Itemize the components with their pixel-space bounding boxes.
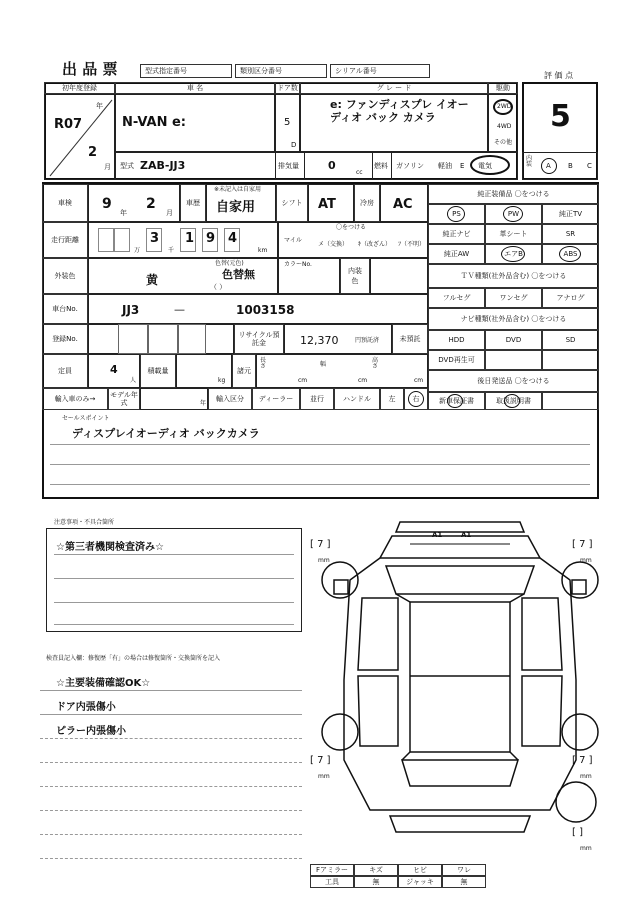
mileage-digit-box-2 <box>114 228 130 252</box>
handle-right: 右 <box>404 388 428 410</box>
bottom-h4: ワレ <box>442 864 486 876</box>
inspector-rule-8 <box>40 858 302 859</box>
inspector-rule-6 <box>40 810 302 811</box>
navi-title: ナビ種類(社外品含む) 〇をつける <box>428 308 599 330</box>
interior-label: 内装 <box>526 155 533 168</box>
color-change-value: 色替無 <box>222 268 255 281</box>
interior-a: A <box>546 162 551 170</box>
model-value: ZAB-JJ3 <box>140 159 186 172</box>
color-label-cell: 外装色 <box>42 258 88 294</box>
tread-rl-mm: mm <box>318 773 330 780</box>
sales-label: セールスポイント <box>62 415 110 422</box>
cc-unit: cc <box>356 169 363 176</box>
tv-analog: アナログ <box>542 288 599 308</box>
vin-label-cell: 車台No. <box>42 294 88 324</box>
fuel-e: E <box>460 162 465 170</box>
mileage-unit: km <box>258 247 268 254</box>
size-hgt-cm: cm <box>414 377 424 384</box>
shift-label-cell: シフト <box>276 184 308 222</box>
capacity-value: 4 <box>110 363 118 376</box>
fuel-gas: ガソリン <box>396 162 424 170</box>
doors-value: 5 <box>284 117 291 128</box>
import-label-cell: 輸入車のみ→ <box>42 388 108 410</box>
vin-prefix: JJ3 <box>122 303 140 317</box>
tread-rr-mm: mm <box>580 773 592 780</box>
equip-ps: PS <box>428 204 485 224</box>
tread-spare-bracket: [ ] <box>572 827 583 838</box>
mileage-d3: 9 <box>206 231 216 246</box>
regno-sub-1 <box>118 324 148 354</box>
size-hgt: 高さ <box>372 357 379 370</box>
mileage-d4: 4 <box>228 231 238 246</box>
interior-a-circle <box>541 158 557 174</box>
notes-rule-2 <box>54 578 294 579</box>
equip-pw-circle <box>503 206 523 222</box>
inspection-month: 2 <box>146 196 156 212</box>
handle-left: 左 <box>380 388 404 410</box>
sales-line-3 <box>50 484 590 485</box>
after-manual-circle <box>504 394 520 408</box>
notes-rule-4 <box>54 624 294 625</box>
model-spec-no-field: 型式指定番号 <box>140 64 232 78</box>
shift-value: AT <box>318 197 336 212</box>
fuel-diesel: 軽油 <box>438 162 452 170</box>
notes-label: 注意事項・不具合箇所 <box>54 519 115 526</box>
mileage-opt-unknown: ﾌ（不明） <box>398 241 426 248</box>
vin-dash: — <box>174 303 185 316</box>
regno-sub-3 <box>178 324 206 354</box>
reg-month: 2 <box>88 145 98 160</box>
capacity-label-cell: 定員 <box>42 354 88 388</box>
sales-line-1 <box>50 444 590 445</box>
reg-year-unit: 年 <box>96 102 103 110</box>
inspector-rule-4 <box>40 762 302 763</box>
interior-b: B <box>568 162 573 170</box>
equip-abs: ABS <box>542 244 599 264</box>
inspection-label-cell: 車検 <box>42 184 88 222</box>
bottom-h1: Fアミラー <box>310 864 354 876</box>
displacement-label: 排気量 <box>278 162 299 170</box>
equip-ps-circle <box>447 206 465 222</box>
reg-month-unit: 月 <box>104 163 111 171</box>
notes-rule-1 <box>54 554 294 555</box>
inspector-line-2: ドア内張傷小 <box>56 702 116 713</box>
navi-dvd: DVD <box>485 330 542 350</box>
tv-title: ＴＶ種類(社外品含む) 〇をつける <box>428 264 599 288</box>
grade-text: e: ファンディスプレ イオーディオ バック カメラ <box>330 98 469 124</box>
after-manual: 取扱説明書 <box>485 392 542 410</box>
color-paren: （ ） <box>210 283 227 291</box>
inspector-label: 検査員記入欄：修復歴「有」の場合は修復箇所・交換箇所を記入 <box>46 655 221 662</box>
inspector-rule-5 <box>40 786 302 787</box>
mileage-circle-note: 〇をつける <box>336 224 367 231</box>
navi-hdd: HDD <box>428 330 485 350</box>
mileage-opt-tamper: ｷ（改ざん） <box>358 241 392 248</box>
recycle-unit: 円預託済 <box>355 337 380 344</box>
grade-header: グ レ ー ド <box>300 82 488 94</box>
category-no-field: 類別区分番号 <box>235 64 327 78</box>
size-value-cell <box>256 354 428 388</box>
navi-blank-2 <box>542 350 599 370</box>
inspection-year-unit: 年 <box>120 209 127 217</box>
equip-airbag-circle <box>501 246 525 262</box>
import-parallel: 並行 <box>300 388 334 410</box>
handle-right-circle <box>408 391 424 407</box>
color-code-label: カラーNo. <box>284 261 312 268</box>
car-diagram <box>310 510 610 860</box>
inspection-month-unit: 月 <box>166 209 173 217</box>
score-value: 5 <box>550 99 571 134</box>
mileage-mile: マイル <box>284 237 302 244</box>
inspector-line-1: ☆主要装備確認OK☆ <box>56 678 151 689</box>
fuel-label: 燃料 <box>374 162 388 170</box>
after-warranty: 新車保証書 <box>428 392 485 410</box>
tread-fr-bracket: [ 7 ] <box>572 539 593 550</box>
mileage-unit-sen: 千 <box>168 247 175 254</box>
regno-label-cell: 登録No. <box>42 324 88 354</box>
fuel-elec: 電気 <box>478 162 492 170</box>
first-reg-header: 初年度登録 <box>44 82 115 94</box>
interior-color-cell: 内装色 <box>340 258 370 294</box>
model-year-value <box>140 388 208 410</box>
model-year-label: モデル年式 <box>108 388 140 410</box>
drive-header: 駆動 <box>488 82 518 94</box>
drive-4wd: 4WD <box>497 123 512 130</box>
bottom-v2: 無 <box>354 876 398 888</box>
size-len: 長さ <box>260 357 267 370</box>
navi-dvd-play: DVD再生可 <box>428 350 485 370</box>
bottom-v3: ジャッキ <box>398 876 442 888</box>
drive-other: その他 <box>494 139 513 146</box>
tread-fr-mm: mm <box>580 557 592 564</box>
equip-navi: 純正ナビ <box>428 224 485 244</box>
mileage-d1: 3 <box>150 231 160 246</box>
size-wid-cm: cm <box>358 377 368 384</box>
recycle-value: 12,370 <box>300 334 339 347</box>
tread-rr-bracket: [ 7 ] <box>572 755 593 766</box>
eval-label: 評 価 点 <box>544 71 574 80</box>
mileage-opt-exchange: メ（交換） <box>318 241 349 248</box>
navi-sd: SD <box>542 330 599 350</box>
tread-rl-bracket: [ 7 ] <box>310 755 331 766</box>
tread-fl-mm: mm <box>318 557 330 564</box>
equip-tv: 純正TV <box>542 204 599 224</box>
ac-value: AC <box>393 197 413 212</box>
ac-label-cell: 冷房 <box>354 184 380 222</box>
equip-title: 純正装備品 〇をつける <box>428 184 599 204</box>
drive-2wd: 2WD <box>497 103 512 110</box>
interior-c: C <box>587 162 592 170</box>
mileage-unit-man: 万 <box>134 247 141 254</box>
inspector-rule-1 <box>40 690 302 691</box>
import-dealer: ディーラー <box>252 388 300 410</box>
navi-blank-1 <box>485 350 542 370</box>
mileage-d2: 1 <box>185 231 195 246</box>
bottom-h2: キズ <box>354 864 398 876</box>
damage-mark-2: A1 <box>461 531 472 539</box>
equip-leather: 革シート <box>485 224 542 244</box>
equip-airbag: エアB <box>485 244 542 264</box>
color-change-label: 色替(元色) <box>215 260 244 267</box>
doors-header: ドア数 <box>275 82 300 94</box>
car-name: N-VAN e: <box>122 115 186 130</box>
equip-abs-circle <box>559 246 581 262</box>
notes-line-1: ☆第三者機関検査済み☆ <box>56 542 164 553</box>
model-year-unit: 年 <box>200 400 207 407</box>
regno-sub-2 <box>148 324 178 354</box>
bottom-h3: ヒビ <box>398 864 442 876</box>
sales-text: ディスプレイオーディオ バックカメラ <box>72 427 260 440</box>
bottom-v1: 工具 <box>310 876 354 888</box>
after-blank <box>542 392 599 410</box>
damage-mark-1: A1 <box>432 531 443 539</box>
inspector-rule-7 <box>40 834 302 835</box>
reg-year: R07 <box>54 117 83 132</box>
recycle-unpaid: 未預託 <box>392 324 428 354</box>
inspector-rule-3 <box>40 738 302 739</box>
inspector-line-3: ピラー内張傷小 <box>56 726 126 737</box>
color-value: 黄 <box>146 273 159 287</box>
fuel-elec-circle <box>470 155 510 175</box>
equip-pw: PW <box>485 204 542 224</box>
displacement-value: 0 <box>328 159 336 172</box>
size-label-cell: 諸元 <box>232 354 256 388</box>
capacity-unit: 人 <box>130 377 137 384</box>
load-label-cell: 積載量 <box>140 354 176 388</box>
mileage-label-cell: 走行距離 <box>42 222 88 258</box>
tread-spare-mm: mm <box>580 845 592 852</box>
model-label: 型式 <box>120 162 134 170</box>
equip-sr: SR <box>542 224 599 244</box>
equip-aw: 純正AW <box>428 244 485 264</box>
after-title: 後日発送品 〇をつける <box>428 370 599 392</box>
tv-oneseg: ワンセグ <box>485 288 542 308</box>
load-kg: kg <box>218 377 226 384</box>
mileage-digit-box-1 <box>98 228 114 252</box>
inspector-rule-2 <box>40 714 302 715</box>
after-warranty-circle <box>447 394 463 408</box>
inspection-year: 9 <box>102 196 112 212</box>
car-name-header: 車 名 <box>115 82 275 94</box>
recycle-label-cell: リサイクル預託金 <box>234 324 284 354</box>
form-title: 出 品 票 <box>62 60 118 78</box>
history-label-cell: 車歴 <box>180 184 206 222</box>
notes-rule-3 <box>54 602 294 603</box>
drive-2wd-circle <box>493 99 513 115</box>
interior-color-value <box>370 258 428 294</box>
handle-label: ハンドル <box>334 388 380 410</box>
serial-no-field: シリアル番号 <box>330 64 430 78</box>
sales-line-2 <box>50 464 590 465</box>
bottom-v4: 無 <box>442 876 486 888</box>
tread-fl-bracket: [ 7 ] <box>310 539 331 550</box>
vin-number: 1003158 <box>236 303 295 317</box>
import-class-label: 輸入区分 <box>208 388 252 410</box>
doors-suffix: D <box>291 141 297 149</box>
history-note: ※未記入は自家用 <box>214 186 262 193</box>
history-value: 自家用 <box>216 200 256 215</box>
size-len-cm: cm <box>298 377 308 384</box>
tv-fullseg: フルセグ <box>428 288 485 308</box>
size-wid: 幅 <box>320 361 327 368</box>
